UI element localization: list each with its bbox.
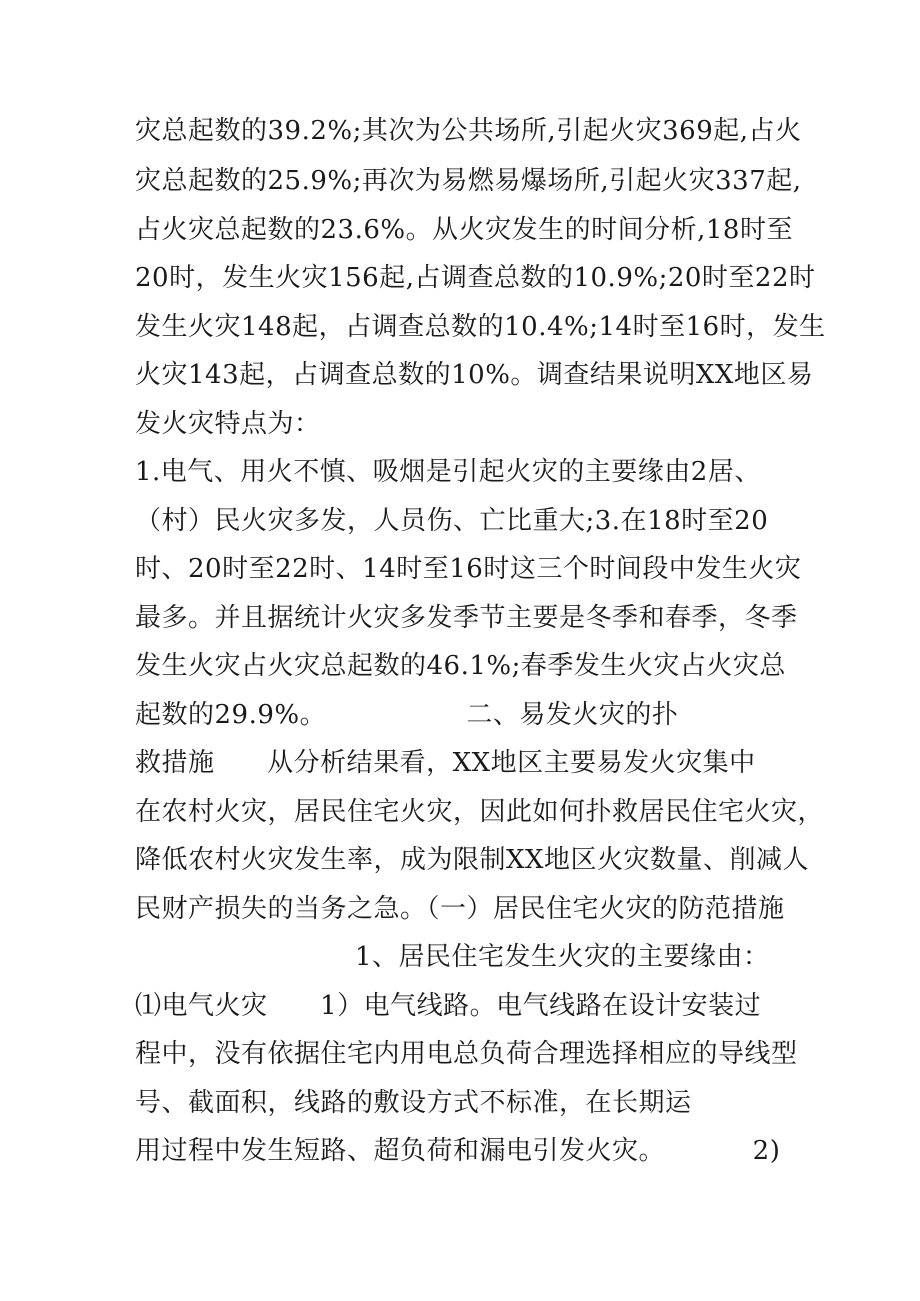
text-line-19: ⑴电气火灾 1）电气线路。电气线路在设计安装过 [135,991,762,1021]
text-line-2: 灾总起数的25.9%;再次为易燃易爆场所,引起火灾337起, [135,166,802,196]
text-line-7: 发火灾特点为： [135,409,321,439]
text-line-8: 1.电气、用火不慎、吸烟是引起火灾的主要缘由2居、 [135,457,761,487]
text-line-10: 时、20时至22时、14时至16时这三个时间段中发生火灾 [135,554,802,584]
text-line-11: 最多。并且据统计火灾多发季节主要是冬季和春季，冬季 [135,603,798,633]
text-line-16: 降低农村火灾发生率，成为限制XX地区火灾数量、削减人 [135,845,810,875]
text-line-15: 在农村火灾，居民住宅火灾，因此如何扑救居民住宅火灾， [135,797,825,827]
text-line-13: 起数的29.9%。 二、易发火灾的扑 [135,700,679,730]
text-line-3: 占火灾总起数的23.6%。从火灾发生的时间分析,18时至 [135,215,793,245]
text-line-17: 民财产损失的当务之急。（一）居民住宅火灾的防范措施 [135,894,785,924]
text-line-6: 火灾143起，占调查总数的10%。调查结果说明XX地区易 [135,360,814,390]
text-line-5: 发生火灾148起，占调查总数的10.4%;14时至16时，发生 [135,312,826,342]
text-line-9: （村）民火灾多发，人员伤、亡比重大;3.在18时至20 [135,506,769,536]
text-line-18: 1、居民住宅发生火灾的主要缘由： [355,942,770,972]
text-line-1: 灾总起数的39.2%;其次为公共场所,引起火灾369起,占火 [135,116,802,146]
text-line-20: 程中，没有依据住宅内用电总负荷合理选择相应的导线型 [135,1039,798,1069]
text-line-22: 用过程中发生短路、超负荷和漏电引发火灾。 2) [135,1136,781,1166]
text-line-21: 号、截面积，线路的敷设方式不标准，在长期运 [135,1088,692,1118]
text-line-12: 发生火灾占火灾总起数的46.1%;春季发生火灾占火灾总 [135,651,786,681]
text-line-4: 20时，发生火灾156起,占调查总数的10.9%;20时至22时 [135,263,816,293]
text-line-14: 救措施 从分析结果看，XX地区主要易发火灾集中 [135,748,756,778]
